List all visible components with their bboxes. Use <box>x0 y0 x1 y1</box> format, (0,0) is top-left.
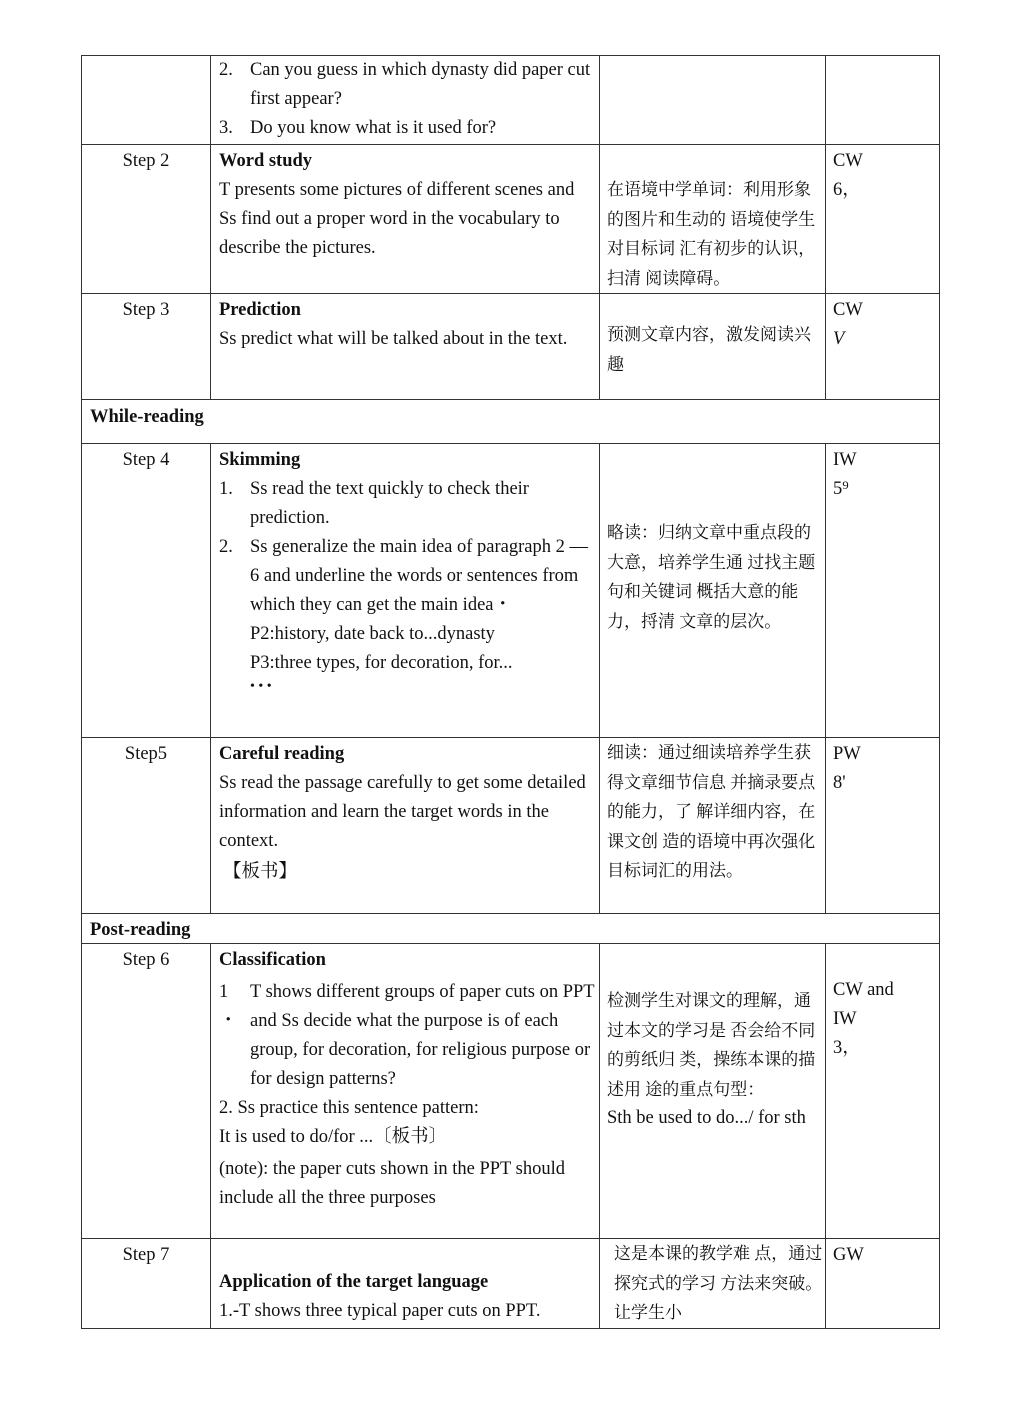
activity-text: 1.-T shows three typical paper cuts on PPT. <box>219 1301 541 1321</box>
ellipsis: • • • <box>250 679 272 694</box>
table-row <box>82 145 940 294</box>
mode-text: CW <box>833 151 863 171</box>
activity-title: Skimming <box>219 450 301 470</box>
step-label: Step 7 <box>82 1239 211 1329</box>
step-label: Step 3 <box>82 294 211 400</box>
mode-text: CW and IW <box>833 980 894 1029</box>
time-text: 6， <box>833 180 861 200</box>
activity-cell <box>211 444 600 738</box>
activity-text: It is used to do/for ...〔板书〕 <box>219 1127 448 1147</box>
mode-cell <box>826 294 940 400</box>
table-row <box>82 1239 940 1329</box>
mode-cell <box>826 444 940 738</box>
mode-text: CW <box>833 300 863 320</box>
note-text: (note): the paper cuts shown in the PPT should include all the three purposes <box>219 1159 565 1208</box>
activity-title: Classification <box>219 950 326 970</box>
list-item: 1 ・ T shows different groups of paper cuts on PPT and Ss decide what the purpose is of each group, for decoration, for religious purpose or for design patterns? <box>219 982 595 1089</box>
activity-text: Ss read the passage carefully to get some detailed information and learn the target words in the context. <box>219 773 586 851</box>
activity-title: Word study <box>219 151 313 171</box>
lesson-plan-table <box>81 55 940 1329</box>
purpose-cell <box>600 145 826 294</box>
time-text: 3， <box>833 1038 861 1058</box>
step-cell <box>82 56 211 145</box>
activity-text: 2. Ss practice this sentence pattern: <box>219 1098 479 1118</box>
mode-cell <box>826 145 940 294</box>
activity-cell <box>211 944 600 1239</box>
activity-cell <box>211 145 600 294</box>
time-text: V <box>833 329 845 349</box>
step-label: Step 4 <box>82 444 211 738</box>
paragraph-note: P3:three types, for decoration, for... <box>250 653 513 673</box>
list-item: 3. Do you know what is it used for? <box>219 118 497 138</box>
purpose-text: 在语境中学单词：利用形象的图片和生动的 语境使学生对目标词 汇有初步的认识，扫清 阅读障碍。 <box>607 180 816 288</box>
purpose-text: 略读：归纳文章中重点段的大意，培养学生通 过找主题句和关键词 概括大意的能力，捋清 文章的层次。 <box>607 523 816 631</box>
purpose-pattern: Sth be used to do.../ for sth <box>607 1108 806 1128</box>
mode-text: IW <box>833 450 857 470</box>
activity-cell <box>211 738 600 914</box>
paragraph-note: P2:history, date back to...dynasty <box>250 624 495 644</box>
purpose-text: 这是本课的教学难 点，通过探究式的学习 方法来突破。让学生小 <box>614 1244 823 1322</box>
activity-cell <box>211 294 600 400</box>
table-row <box>82 738 940 914</box>
activity-text: T presents some pictures of different scenes and Ss find out a proper word in the vocabulary to describe the pictures. <box>219 180 575 258</box>
step-label: Step5 <box>82 738 211 914</box>
list-item: 2. Ss generalize the main idea of paragraph 2 — 6 and underline the words or sentences from which they can get the main idea・ <box>219 537 589 615</box>
activity-title: Prediction <box>219 300 301 320</box>
purpose-cell <box>600 738 826 914</box>
activity-cell <box>211 1239 600 1329</box>
mode-cell <box>826 1239 940 1329</box>
list-item: 2. Can you guess in which dynasty did paper cut first appear? <box>219 60 591 109</box>
section-row <box>82 914 940 944</box>
step-label: Step 6 <box>82 944 211 1239</box>
list-item: 1. Ss read the text quickly to check their prediction. <box>219 479 529 528</box>
table-row <box>82 944 940 1239</box>
table-row <box>82 294 940 400</box>
purpose-text: 检测学生对课文的理解，通过本文的学习是 否会给不同的剪纸归 类，操练本课的描述用 途的重点句型： <box>607 991 816 1099</box>
purpose-cell <box>600 444 826 738</box>
mode-cell <box>826 56 940 145</box>
purpose-text: 预测文章内容，激发阅读兴趣 <box>607 325 811 374</box>
purpose-text: 细读：通过细读培养学生获得文章细节信息 并摘录要点的能力，了 解详细内容，在课文创 造的语境中再次强化 目标词汇的用法。 <box>607 743 816 880</box>
section-heading: While-reading <box>82 400 940 444</box>
table-row <box>82 56 940 145</box>
activity-cell <box>211 56 600 145</box>
step-label: Step 2 <box>82 145 211 294</box>
purpose-cell <box>600 944 826 1239</box>
board-note: 【板书】 <box>223 862 298 882</box>
mode-text: GW <box>833 1245 864 1265</box>
section-heading: Post-reading <box>82 914 940 944</box>
purpose-cell <box>600 294 826 400</box>
mode-cell <box>826 738 940 914</box>
mode-cell <box>826 944 940 1239</box>
activity-text: Ss predict what will be talked about in the text. <box>219 329 568 349</box>
time-text: 8' <box>833 773 846 793</box>
time-text: 5⁹ <box>833 479 849 499</box>
table-row <box>82 444 940 738</box>
section-row <box>82 400 940 444</box>
purpose-cell <box>600 56 826 145</box>
purpose-cell <box>600 1239 826 1329</box>
mode-text: PW <box>833 744 861 764</box>
activity-title: Careful reading <box>219 744 345 764</box>
activity-title: Application of the target language <box>219 1272 489 1292</box>
